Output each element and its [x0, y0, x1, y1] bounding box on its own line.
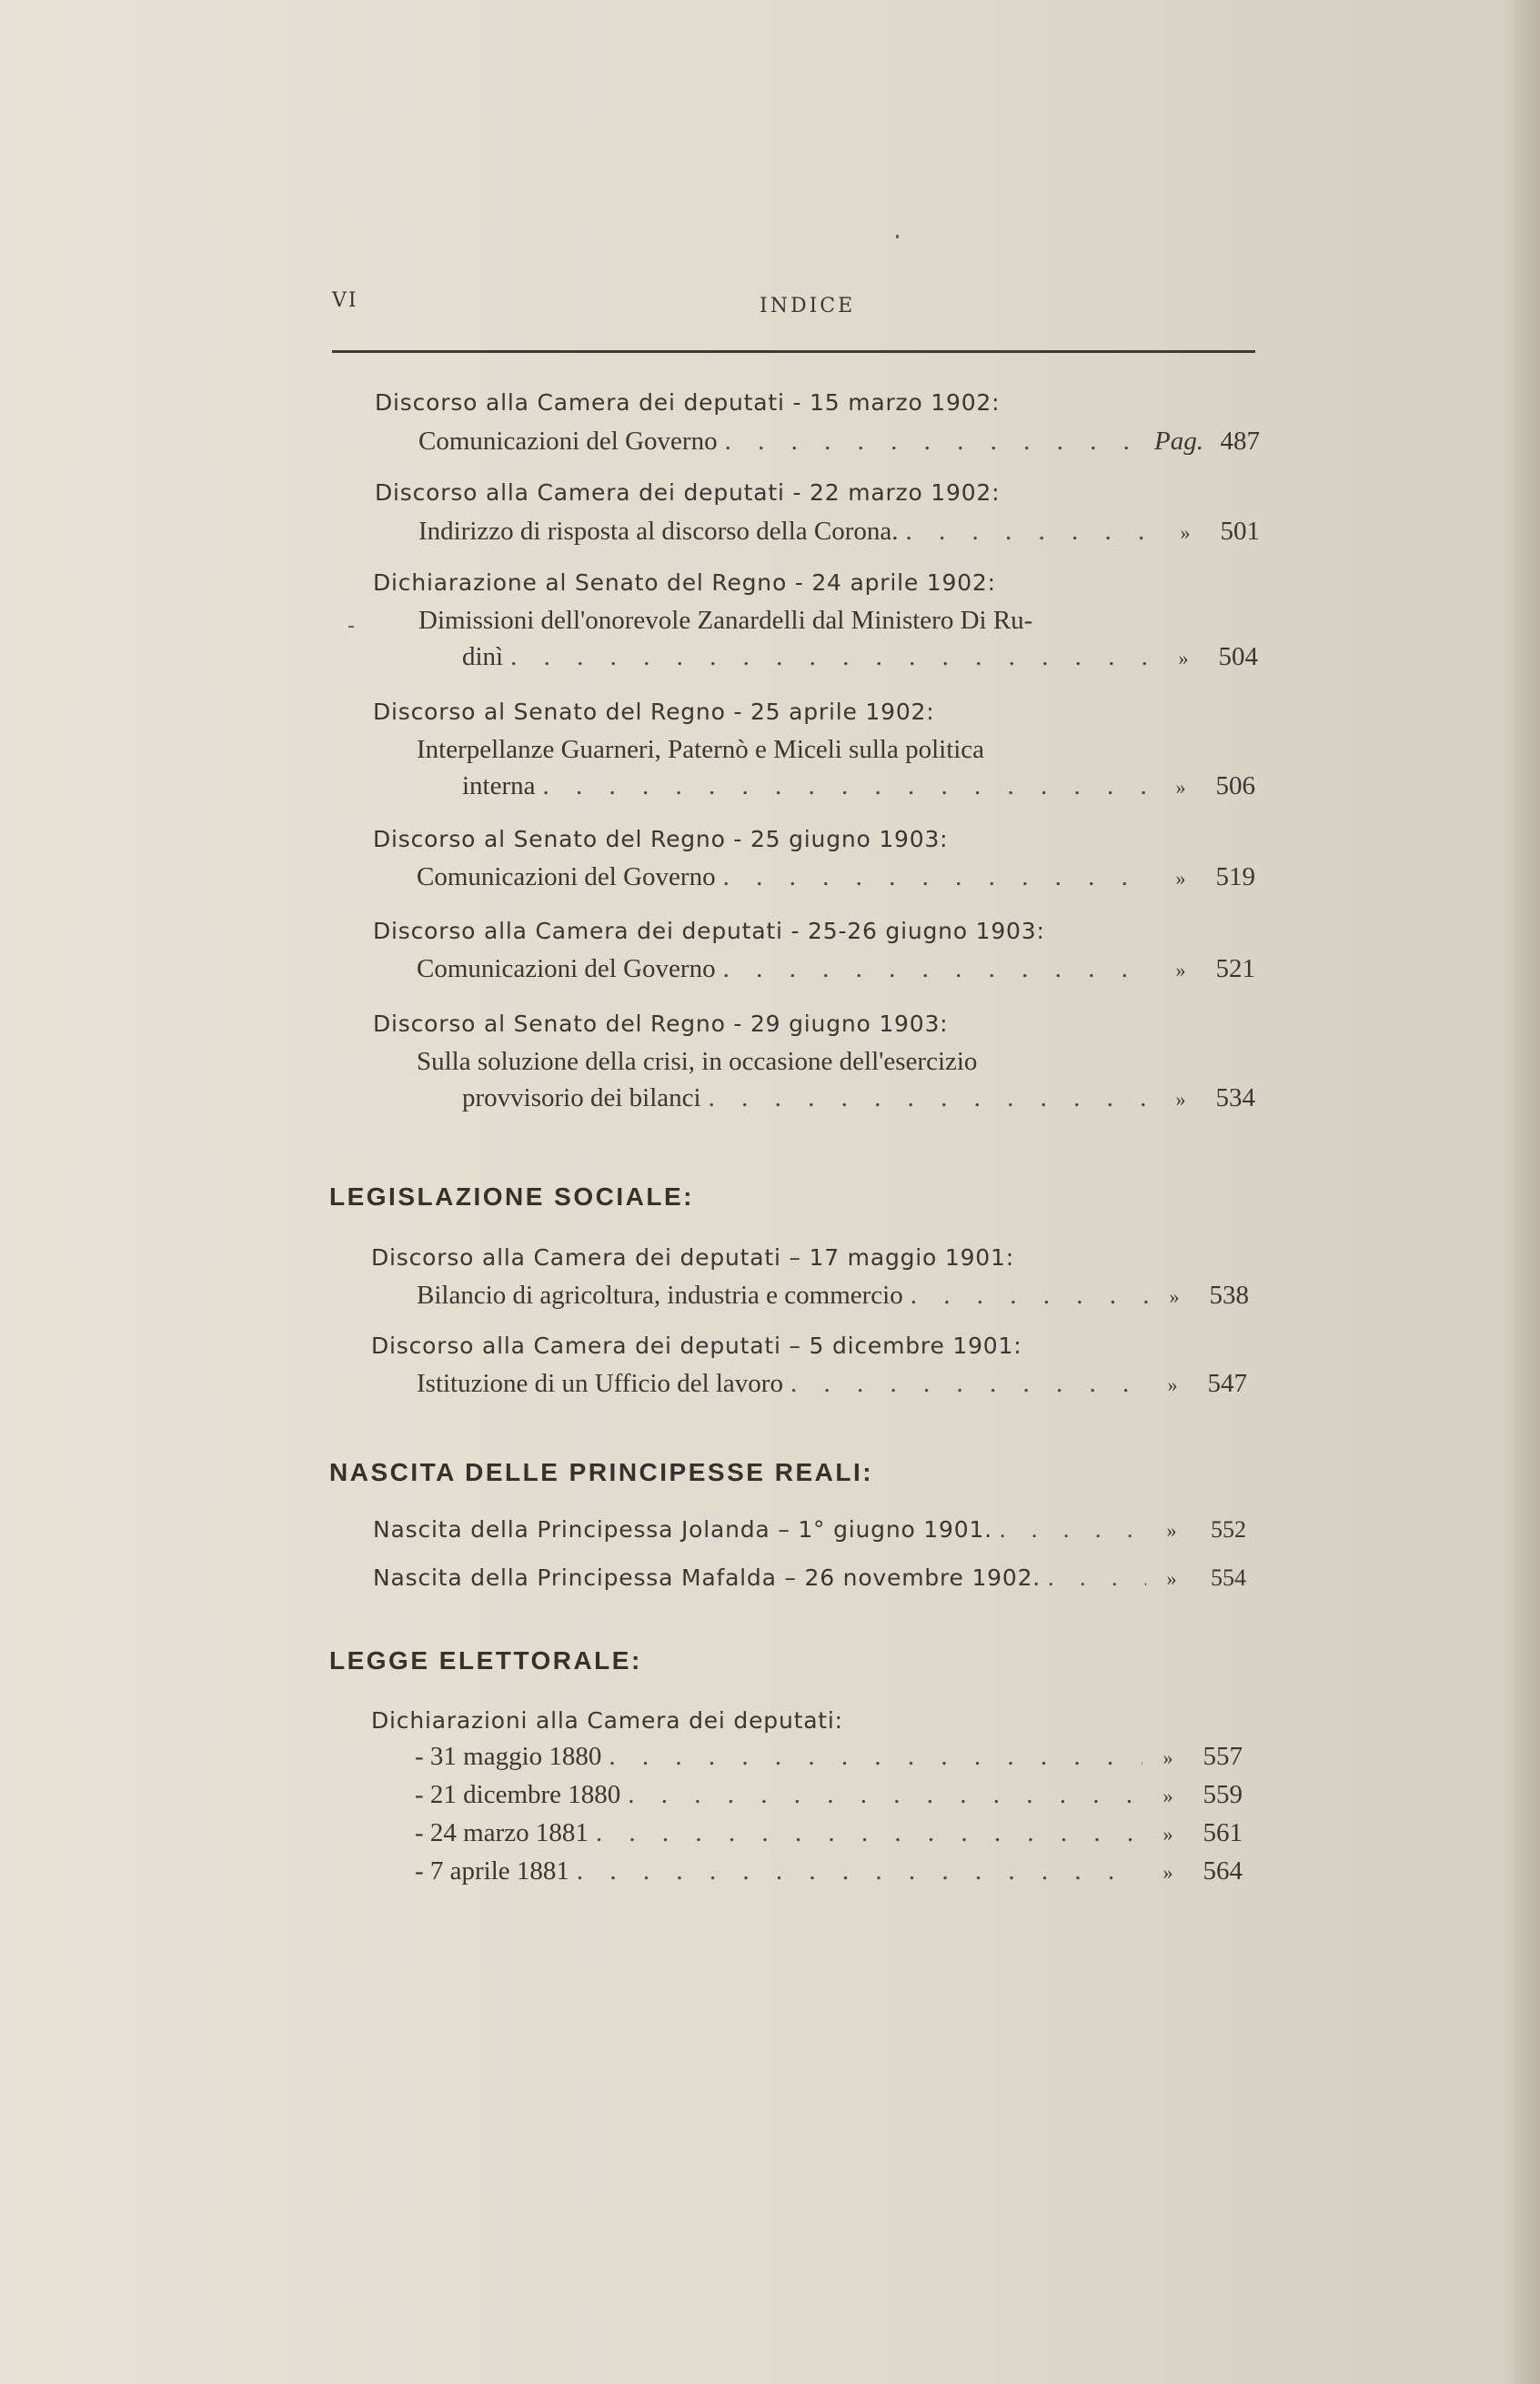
ditto-mark: »	[1175, 959, 1186, 981]
section-title-legislazione: LEGISLAZIONE SOCIALE:	[329, 1182, 694, 1211]
entry-title: dinì	[462, 642, 504, 671]
page-number: 501	[1220, 517, 1260, 546]
page-number: 557	[1203, 1742, 1243, 1771]
index-entry-line	[373, 1516, 1246, 1544]
entry-title: Nascita della Principessa Jolanda – 1° giugno 1901.	[373, 1516, 992, 1543]
entry-title: provvisorio dei bilanci	[462, 1083, 701, 1112]
ditto-mark: »	[1163, 1861, 1173, 1884]
index-entry-line	[418, 517, 1260, 547]
entry-title: Comunicazioni del Governo	[417, 862, 716, 891]
index-entry-line	[417, 1369, 1247, 1399]
ditto-mark: »	[1163, 1785, 1173, 1807]
section-title-legge: LEGGE ELETTORALE:	[329, 1646, 642, 1675]
ditto-mark: »	[1163, 1746, 1173, 1769]
page-number: 554	[1211, 1564, 1246, 1591]
margin-ink-mark	[348, 626, 354, 628]
entry-title: Bilancio di agricoltura, industria e commercio	[417, 1281, 903, 1310]
index-entry-line	[415, 1856, 1243, 1886]
index-entry-line	[417, 862, 1255, 892]
ditto-mark: »	[1180, 521, 1191, 544]
paper-speck	[896, 235, 899, 238]
entry-title: Nascita della Principessa Mafalda – 26 novembre 1902.	[373, 1564, 1042, 1591]
index-entry-line	[417, 954, 1255, 984]
dot-leader	[723, 954, 1155, 984]
entry-title: Indirizzo di risposta al discorso della Corona.	[418, 517, 899, 546]
dot-leader	[911, 1281, 1149, 1311]
dot-leader	[628, 1780, 1142, 1810]
index-entry-heading: Discorso alla Camera dei deputati – 5 dicembre 1901:	[371, 1333, 1022, 1359]
index-entry-line	[462, 771, 1255, 801]
ditto-mark: »	[1169, 1285, 1180, 1308]
dot-leader	[1000, 1516, 1146, 1544]
page-number: 487	[1220, 427, 1260, 456]
ditto-mark: »	[1175, 776, 1186, 799]
entry-title: Comunicazioni del Governo	[418, 427, 718, 456]
index-entry-line	[415, 1780, 1243, 1810]
entry-title: interna	[462, 771, 536, 800]
page-number: 552	[1211, 1516, 1246, 1543]
dot-leader	[510, 642, 1158, 672]
page-number: 547	[1207, 1369, 1247, 1398]
dot-leader	[577, 1856, 1142, 1886]
ditto-mark: »	[1178, 647, 1189, 669]
index-entry-heading: Discorso alla Camera dei deputati - 25-26 giugno 1903:	[373, 918, 1045, 944]
ditto-mark: »	[1175, 867, 1186, 890]
dot-leader	[543, 771, 1155, 801]
index-entry-line	[415, 1818, 1243, 1848]
page-number: 534	[1215, 1083, 1255, 1112]
entry-title: - 21 dicembre 1880	[415, 1780, 621, 1809]
index-entry-line	[417, 1281, 1249, 1311]
dot-leader	[709, 1083, 1155, 1113]
entry-title-line: Interpellanze Guarneri, Paternò e Miceli sulla politica	[417, 735, 985, 764]
ditto-mark: »	[1175, 1088, 1186, 1111]
entry-title: Comunicazioni del Governo	[417, 954, 716, 983]
index-entry-heading: Dichiarazioni alla Camera dei deputati:	[371, 1707, 843, 1734]
page-header	[332, 289, 1255, 326]
entry-title: - 31 maggio 1880	[415, 1742, 602, 1771]
ditto-mark: »	[1166, 1567, 1177, 1590]
index-entry-line	[418, 427, 1260, 457]
index-entry-line	[415, 1742, 1243, 1772]
page-number: 506	[1215, 771, 1255, 800]
page-number: 504	[1218, 642, 1258, 671]
ditto-mark: »	[1163, 1823, 1173, 1846]
dot-leader	[609, 1742, 1142, 1772]
pag-label: Pag.	[1154, 427, 1203, 456]
page-number: 519	[1215, 862, 1255, 891]
ditto-mark: »	[1167, 1373, 1178, 1396]
entry-title-line: Dimissioni dell'onorevole Zanardelli dal Ministero Di Ru-	[418, 606, 1033, 635]
running-head: INDICE	[760, 295, 856, 317]
ditto-mark: »	[1166, 1519, 1177, 1542]
page-number: 538	[1209, 1281, 1249, 1310]
entry-title-line: Sulla soluzione della crisi, in occasione dell'esercizio	[417, 1047, 978, 1076]
index-entry-line	[373, 1564, 1246, 1592]
index-entry-heading: Discorso al Senato del Regno - 25 giugno 1903:	[373, 826, 949, 852]
page-number: 521	[1215, 954, 1255, 983]
index-entry-heading: Dichiarazione al Senato del Regno - 24 aprile 1902:	[373, 569, 996, 596]
dot-leader	[723, 862, 1155, 892]
dot-leader	[1048, 1564, 1146, 1592]
index-entry-heading: Discorso al Senato del Regno - 29 giugno 1903:	[373, 1011, 949, 1037]
dot-leader	[906, 517, 1160, 547]
index-entry-line	[462, 1083, 1255, 1113]
dot-leader	[725, 427, 1147, 457]
page-number: 564	[1203, 1856, 1243, 1886]
entry-title: - 24 marzo 1881	[415, 1818, 589, 1847]
index-entry-heading: Discorso al Senato del Regno - 25 aprile 1902:	[373, 699, 935, 725]
entry-title: Istituzione di un Ufficio del lavoro	[417, 1369, 783, 1398]
index-entry-heading: Discorso alla Camera dei deputati - 15 marzo 1902:	[375, 389, 1001, 416]
section-title-nascita: NASCITA DELLE PRINCIPESSE REALI:	[329, 1458, 874, 1486]
folio-number: VI	[332, 289, 358, 312]
index-entry-heading: Discorso alla Camera dei deputati - 22 marzo 1902:	[375, 479, 1001, 506]
header-rule	[332, 350, 1255, 353]
index-entry-heading: Discorso alla Camera dei deputati – 17 maggio 1901:	[371, 1244, 1014, 1271]
entry-title: - 7 aprile 1881	[415, 1856, 569, 1886]
index-entry-line	[462, 642, 1258, 672]
page-number: 561	[1203, 1818, 1243, 1847]
dot-leader	[596, 1818, 1142, 1848]
page-number: 559	[1203, 1780, 1243, 1809]
dot-leader	[790, 1369, 1147, 1399]
